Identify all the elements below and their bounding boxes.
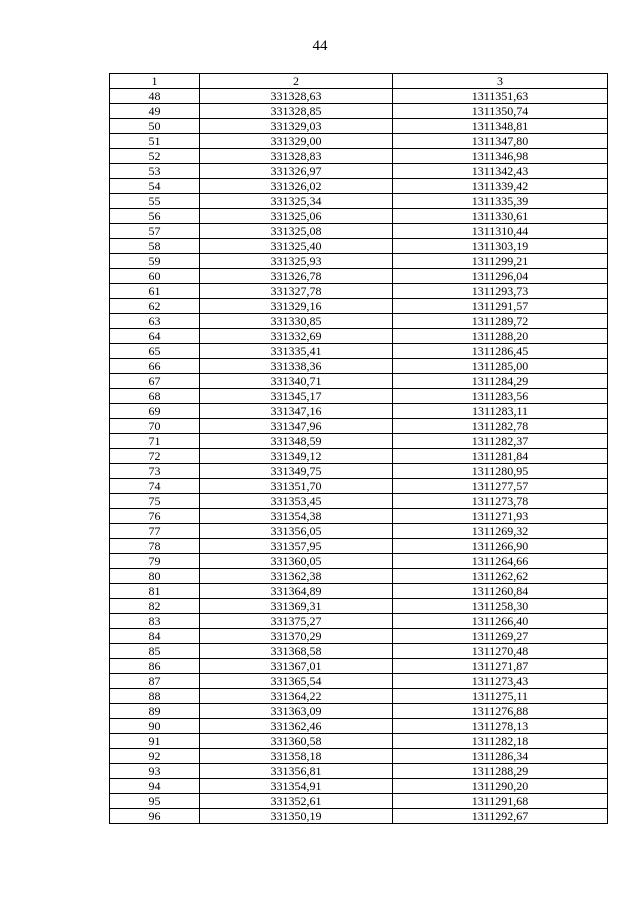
- x-coordinate-cell: 331349,75: [200, 464, 393, 479]
- x-coordinate-cell: 331350,19: [200, 809, 393, 824]
- x-coordinate-cell: 331348,59: [200, 434, 393, 449]
- y-coordinate-cell: 1311346,98: [393, 149, 608, 164]
- y-coordinate-cell: 1311276,88: [393, 704, 608, 719]
- point-number-cell: 86: [110, 659, 200, 674]
- y-coordinate-cell: 1311258,30: [393, 599, 608, 614]
- point-number-cell: 80: [110, 569, 200, 584]
- table-row: [110, 329, 608, 344]
- column-header-x: 2: [200, 74, 393, 89]
- point-number-cell: 60: [110, 269, 200, 284]
- point-number-cell: 85: [110, 644, 200, 659]
- x-coordinate-cell: 331362,38: [200, 569, 393, 584]
- point-number-cell: 95: [110, 794, 200, 809]
- point-number-cell: 89: [110, 704, 200, 719]
- x-coordinate-cell: 331356,05: [200, 524, 393, 539]
- x-coordinate-cell: 331368,58: [200, 644, 393, 659]
- x-coordinate-cell: 331329,03: [200, 119, 393, 134]
- y-coordinate-cell: 1311348,81: [393, 119, 608, 134]
- table-row: [110, 209, 608, 224]
- y-coordinate-cell: 1311350,74: [393, 104, 608, 119]
- table-row: [110, 674, 608, 689]
- point-number-cell: 83: [110, 614, 200, 629]
- point-number-cell: 67: [110, 374, 200, 389]
- column-header-number: 1: [110, 74, 200, 89]
- x-coordinate-cell: 331332,69: [200, 329, 393, 344]
- x-coordinate-cell: 331364,89: [200, 584, 393, 599]
- table-row: [110, 689, 608, 704]
- table-row: [110, 239, 608, 254]
- x-coordinate-cell: 331370,29: [200, 629, 393, 644]
- point-number-cell: 93: [110, 764, 200, 779]
- table-row: [110, 434, 608, 449]
- point-number-cell: 59: [110, 254, 200, 269]
- point-number-cell: 92: [110, 749, 200, 764]
- point-number-cell: 62: [110, 299, 200, 314]
- y-coordinate-cell: 1311330,61: [393, 209, 608, 224]
- point-number-cell: 70: [110, 419, 200, 434]
- x-coordinate-cell: 331367,01: [200, 659, 393, 674]
- x-coordinate-cell: 331325,34: [200, 194, 393, 209]
- point-number-cell: 79: [110, 554, 200, 569]
- y-coordinate-cell: 1311266,40: [393, 614, 608, 629]
- y-coordinate-cell: 1311269,32: [393, 524, 608, 539]
- y-coordinate-cell: 1311339,42: [393, 179, 608, 194]
- y-coordinate-cell: 1311284,29: [393, 374, 608, 389]
- x-coordinate-cell: 331360,05: [200, 554, 393, 569]
- table-row: [110, 179, 608, 194]
- y-coordinate-cell: 1311285,00: [393, 359, 608, 374]
- table-row: [110, 284, 608, 299]
- y-coordinate-cell: 1311351,63: [393, 89, 608, 104]
- y-coordinate-cell: 1311281,84: [393, 449, 608, 464]
- y-coordinate-cell: 1311282,18: [393, 734, 608, 749]
- x-coordinate-cell: 331364,22: [200, 689, 393, 704]
- x-coordinate-cell: 331347,96: [200, 419, 393, 434]
- point-number-cell: 54: [110, 179, 200, 194]
- y-coordinate-cell: 1311278,13: [393, 719, 608, 734]
- table-row: [110, 734, 608, 749]
- y-coordinate-cell: 1311288,29: [393, 764, 608, 779]
- table-row: [110, 809, 608, 824]
- table-row: [110, 449, 608, 464]
- x-coordinate-cell: 331325,06: [200, 209, 393, 224]
- point-number-cell: 81: [110, 584, 200, 599]
- table-row: [110, 254, 608, 269]
- x-coordinate-cell: 331356,81: [200, 764, 393, 779]
- table-row: [110, 464, 608, 479]
- table-row: [110, 524, 608, 539]
- table-row: [110, 164, 608, 179]
- y-coordinate-cell: 1311277,57: [393, 479, 608, 494]
- x-coordinate-cell: 331330,85: [200, 314, 393, 329]
- x-coordinate-cell: 331369,31: [200, 599, 393, 614]
- table-row: [110, 764, 608, 779]
- table-header: [110, 74, 608, 89]
- x-coordinate-cell: 331349,12: [200, 449, 393, 464]
- x-coordinate-cell: 331326,97: [200, 164, 393, 179]
- table-row: [110, 599, 608, 614]
- point-number-cell: 96: [110, 809, 200, 824]
- table-row: [110, 644, 608, 659]
- point-number-cell: 77: [110, 524, 200, 539]
- point-number-cell: 52: [110, 149, 200, 164]
- y-coordinate-cell: 1311275,11: [393, 689, 608, 704]
- table-row: [110, 299, 608, 314]
- point-number-cell: 56: [110, 209, 200, 224]
- y-coordinate-cell: 1311282,37: [393, 434, 608, 449]
- y-coordinate-cell: 1311347,80: [393, 134, 608, 149]
- x-coordinate-cell: 331365,54: [200, 674, 393, 689]
- point-number-cell: 55: [110, 194, 200, 209]
- y-coordinate-cell: 1311282,78: [393, 419, 608, 434]
- x-coordinate-cell: 331353,45: [200, 494, 393, 509]
- table-row: [110, 479, 608, 494]
- x-coordinate-cell: 331325,40: [200, 239, 393, 254]
- x-coordinate-cell: 331340,71: [200, 374, 393, 389]
- y-coordinate-cell: 1311290,20: [393, 779, 608, 794]
- table-row: [110, 194, 608, 209]
- point-number-cell: 84: [110, 629, 200, 644]
- y-coordinate-cell: 1311283,56: [393, 389, 608, 404]
- y-coordinate-cell: 1311269,27: [393, 629, 608, 644]
- x-coordinate-cell: 331354,38: [200, 509, 393, 524]
- x-coordinate-cell: 331325,93: [200, 254, 393, 269]
- table-row: [110, 149, 608, 164]
- y-coordinate-cell: 1311273,78: [393, 494, 608, 509]
- y-coordinate-cell: 1311288,20: [393, 329, 608, 344]
- y-coordinate-cell: 1311260,84: [393, 584, 608, 599]
- table-row: [110, 419, 608, 434]
- y-coordinate-cell: 1311262,62: [393, 569, 608, 584]
- point-number-cell: 49: [110, 104, 200, 119]
- table-row: [110, 749, 608, 764]
- y-coordinate-cell: 1311291,57: [393, 299, 608, 314]
- table-row: [110, 134, 608, 149]
- x-coordinate-cell: 331328,63: [200, 89, 393, 104]
- point-number-cell: 73: [110, 464, 200, 479]
- table-row: [110, 389, 608, 404]
- x-coordinate-cell: 331354,91: [200, 779, 393, 794]
- table-row: [110, 89, 608, 104]
- x-coordinate-cell: 331326,02: [200, 179, 393, 194]
- x-coordinate-cell: 331363,09: [200, 704, 393, 719]
- point-number-cell: 65: [110, 344, 200, 359]
- column-header-y: 3: [393, 74, 608, 89]
- x-coordinate-cell: 331357,95: [200, 539, 393, 554]
- point-number-cell: 78: [110, 539, 200, 554]
- point-number-cell: 75: [110, 494, 200, 509]
- y-coordinate-cell: 1311286,34: [393, 749, 608, 764]
- x-coordinate-cell: 331326,78: [200, 269, 393, 284]
- table-row: [110, 494, 608, 509]
- y-coordinate-cell: 1311292,67: [393, 809, 608, 824]
- table-row: [110, 719, 608, 734]
- x-coordinate-cell: 331335,41: [200, 344, 393, 359]
- y-coordinate-cell: 1311280,95: [393, 464, 608, 479]
- table-row: [110, 704, 608, 719]
- table-row: [110, 404, 608, 419]
- x-coordinate-cell: 331329,16: [200, 299, 393, 314]
- point-number-cell: 51: [110, 134, 200, 149]
- y-coordinate-cell: 1311273,43: [393, 674, 608, 689]
- point-number-cell: 57: [110, 224, 200, 239]
- point-number-cell: 50: [110, 119, 200, 134]
- x-coordinate-cell: 331375,27: [200, 614, 393, 629]
- x-coordinate-cell: 331328,83: [200, 149, 393, 164]
- point-number-cell: 71: [110, 434, 200, 449]
- y-coordinate-cell: 1311335,39: [393, 194, 608, 209]
- table-row: [110, 569, 608, 584]
- y-coordinate-cell: 1311264,66: [393, 554, 608, 569]
- point-number-cell: 58: [110, 239, 200, 254]
- x-coordinate-cell: 331347,16: [200, 404, 393, 419]
- table-row: [110, 659, 608, 674]
- point-number-cell: 82: [110, 599, 200, 614]
- table-row: [110, 314, 608, 329]
- x-coordinate-cell: 331328,85: [200, 104, 393, 119]
- table-row: [110, 119, 608, 134]
- table-row: [110, 509, 608, 524]
- point-number-cell: 69: [110, 404, 200, 419]
- x-coordinate-cell: 331345,17: [200, 389, 393, 404]
- y-coordinate-cell: 1311283,11: [393, 404, 608, 419]
- x-coordinate-cell: 331358,18: [200, 749, 393, 764]
- y-coordinate-cell: 1311271,93: [393, 509, 608, 524]
- table-row: [110, 794, 608, 809]
- table-row: [110, 554, 608, 569]
- table-row: [110, 359, 608, 374]
- page-number: 44: [312, 38, 328, 54]
- table-row: [110, 374, 608, 389]
- y-coordinate-cell: 1311291,68: [393, 794, 608, 809]
- point-number-cell: 53: [110, 164, 200, 179]
- y-coordinate-cell: 1311271,87: [393, 659, 608, 674]
- point-number-cell: 94: [110, 779, 200, 794]
- point-number-cell: 74: [110, 479, 200, 494]
- table-row: [110, 539, 608, 554]
- point-number-cell: 76: [110, 509, 200, 524]
- point-number-cell: 66: [110, 359, 200, 374]
- table-row: [110, 224, 608, 239]
- table-row: [110, 269, 608, 284]
- y-coordinate-cell: 1311293,73: [393, 284, 608, 299]
- point-number-cell: 90: [110, 719, 200, 734]
- table-row: [110, 629, 608, 644]
- table-body: [110, 89, 608, 824]
- y-coordinate-cell: 1311342,43: [393, 164, 608, 179]
- point-number-cell: 61: [110, 284, 200, 299]
- point-number-cell: 91: [110, 734, 200, 749]
- x-coordinate-cell: 331338,36: [200, 359, 393, 374]
- coordinates-table: [109, 73, 608, 824]
- y-coordinate-cell: 1311286,45: [393, 344, 608, 359]
- table-row: [110, 584, 608, 599]
- point-number-cell: 64: [110, 329, 200, 344]
- point-number-cell: 63: [110, 314, 200, 329]
- x-coordinate-cell: 331362,46: [200, 719, 393, 734]
- y-coordinate-cell: 1311289,72: [393, 314, 608, 329]
- point-number-cell: 88: [110, 689, 200, 704]
- point-number-cell: 72: [110, 449, 200, 464]
- x-coordinate-cell: 331360,58: [200, 734, 393, 749]
- x-coordinate-cell: 331351,70: [200, 479, 393, 494]
- y-coordinate-cell: 1311266,90: [393, 539, 608, 554]
- point-number-cell: 87: [110, 674, 200, 689]
- x-coordinate-cell: 331325,08: [200, 224, 393, 239]
- table-row: [110, 104, 608, 119]
- table-row: [110, 344, 608, 359]
- header-row: [110, 74, 608, 89]
- x-coordinate-cell: 331352,61: [200, 794, 393, 809]
- x-coordinate-cell: 331329,00: [200, 134, 393, 149]
- table-row: [110, 779, 608, 794]
- table-row: [110, 614, 608, 629]
- point-number-cell: 68: [110, 389, 200, 404]
- y-coordinate-cell: 1311303,19: [393, 239, 608, 254]
- point-number-cell: 48: [110, 89, 200, 104]
- x-coordinate-cell: 331327,78: [200, 284, 393, 299]
- y-coordinate-cell: 1311270,48: [393, 644, 608, 659]
- y-coordinate-cell: 1311299,21: [393, 254, 608, 269]
- y-coordinate-cell: 1311310,44: [393, 224, 608, 239]
- y-coordinate-cell: 1311296,04: [393, 269, 608, 284]
